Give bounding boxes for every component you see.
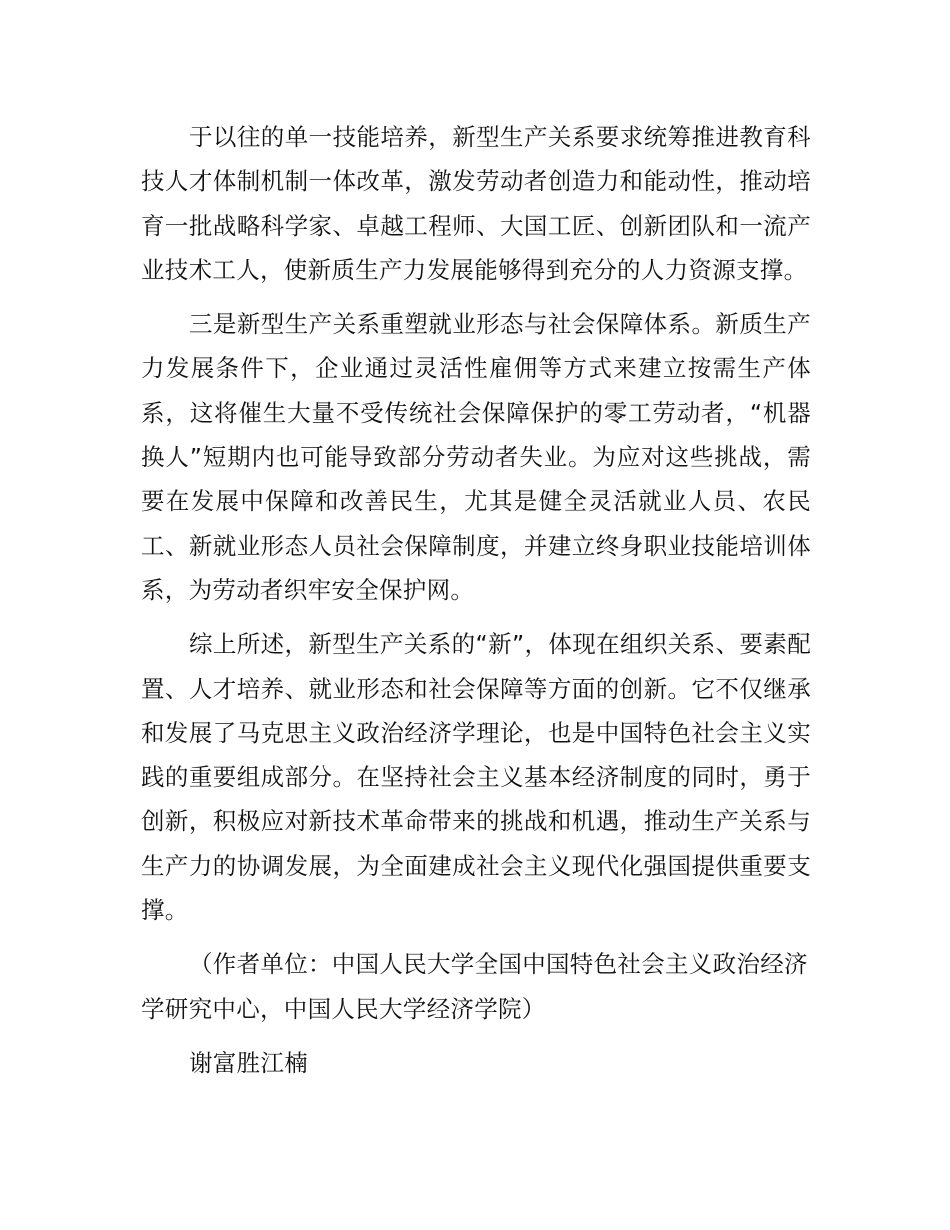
author-affiliation: （作者单位：中国人民大学全国中国特色社会主义政治经济学研究中心，中国人民大学经济学院） bbox=[141, 950, 808, 1023]
paragraph-conclusion: 综上所述，新型生产关系的“新”，体现在组织关系、要素配置、人才培养、就业形态和社会保障等方面的创新。它不仅继承和发展了马克思主义政治经济学理论，也是中国特色社会主义实践的重要组成部分。在坚持社会主义基本经济制度的同时，勇于创新，积极应对新技术革命带来的挑战和机遇，推动生产关系与生产力的协调发展，为全面建成社会主义现代化强国提供重要支撑。 bbox=[141, 630, 811, 925]
author-names: 谢富胜江楠 bbox=[189, 1048, 308, 1077]
paragraph-employment-social-security: 三是新型生产关系重塑就业形态与社会保障体系。新质生产力发展条件下，企业通过灵活性雇佣等方式来建立按需生产体系，这将催生大量不受传统社会保障保护的零工劳动者，“机器换人”短期内也可能导致部分劳动者失业。为应对这些挑战，需要在发展中保障和改善民生，尤其是健全灵活就业人员、农民工、新就业形态人员社会保障制度，并建立终身职业技能培训体系，为劳动者织牢安全保护网。 bbox=[141, 310, 811, 604]
document-page bbox=[141, 115, 811, 1085]
paragraph-talent-cultivation: 于以往的单一技能培养，新型生产关系要求统筹推进教育科技人才体制机制一体改革，激发劳动者创造力和能动性，推动培育一批战略科学家、卓越工程师、大国工匠、创新团队和一流产业技术工人，使新质生产力发展能够得到充分的人力资源支撑。 bbox=[141, 123, 811, 284]
